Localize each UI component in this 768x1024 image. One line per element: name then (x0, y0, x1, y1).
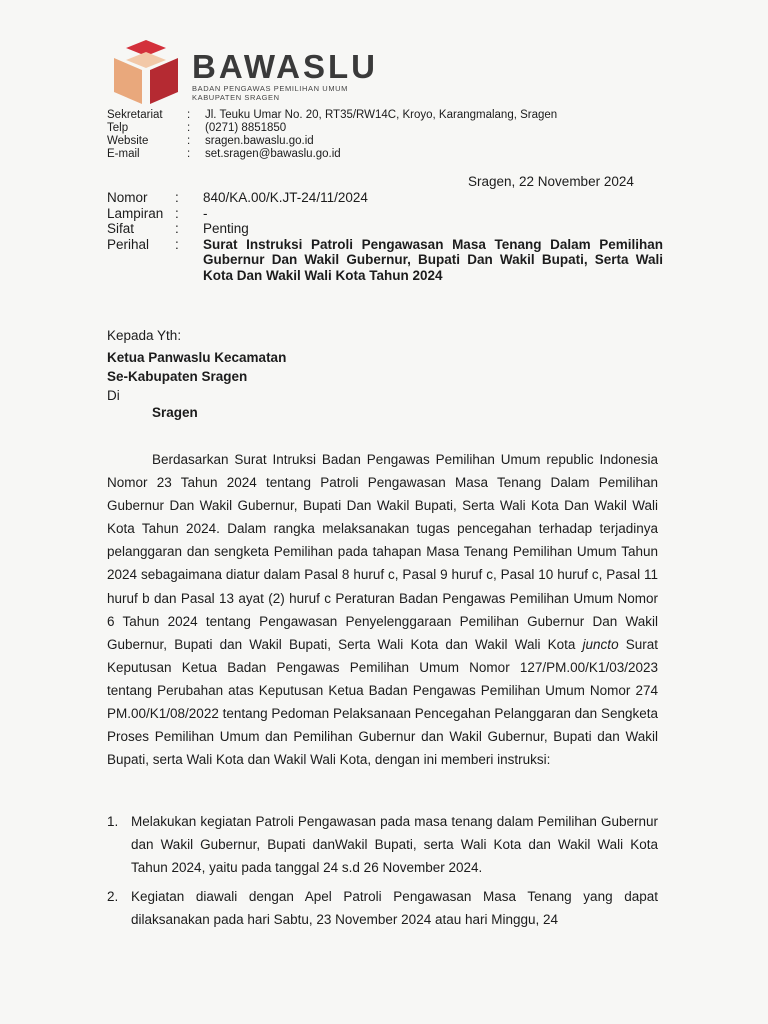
meta-colon: : (175, 190, 179, 205)
contact-row-address (107, 109, 557, 122)
recipient-block (107, 326, 286, 405)
body-paragraph (107, 448, 658, 771)
brand-name: BAWASLU (192, 48, 378, 85)
bawaslu-logo (112, 40, 180, 106)
contact-colon: : (187, 109, 191, 121)
recipient-greeting: Kepada Yth: (107, 328, 182, 343)
brand-block (192, 50, 378, 102)
meta-label: Nomor (107, 190, 148, 205)
meta-colon: : (175, 236, 179, 252)
logo-left-face (114, 58, 142, 104)
contact-row-website (107, 135, 557, 148)
body-text-part2: Surat Keputusan Ketua Badan Pengawas Pemilihan Umum Nomor 127/PM.00/K1/03/2023 tentang Perubahan atas Keputusan Ketua Badan Pengawas Pemilihan Umum Nomor 274 PM.00/K1/08/2022 tentang Pedoman Pelaksanaan Pencegahan Pelanggaran dan Sengketa Proses Pemilihan Umum dan Pemilihan Gubernur dan Wakil Gubernur, Bupati dan Wakil Bupati, serta Wali Kota dan Wakil Wali Kota, dengan ini memberi instruksi: (107, 636, 658, 768)
contact-label: Sekretariat (107, 109, 163, 121)
meta-colon: : (175, 221, 179, 236)
meta-row-nomor (107, 190, 663, 206)
recipient-city: Sragen (152, 405, 198, 420)
instruction-text: Melakukan kegiatan Patroli Pengawasan pada masa tenang dalam Pemilihan Gubernur dan Wakil Gubernur, Bupati danWakil Bupati, serta Wali Kota dan Wakil Wali Kota Tahun 2024, yaitu pada tanggal 24 s.d 26 November 2024. (131, 814, 658, 876)
contact-website: sragen.bawaslu.go.id (205, 135, 314, 147)
contact-row-phone (107, 122, 557, 135)
instruction-number: 2. (107, 889, 119, 904)
logo-inner-face (126, 52, 166, 68)
recipient-di: Di (107, 388, 120, 403)
letter-priority: Penting (203, 221, 249, 236)
contact-colon: : (187, 122, 191, 134)
recipient-area: Se-Kabupaten Sragen (107, 369, 248, 384)
meta-row-lampiran (107, 206, 663, 222)
contact-phone: (0271) 8851850 (205, 122, 287, 134)
contact-colon: : (187, 148, 191, 160)
instruction-number: 1. (107, 814, 119, 829)
body-text-part1: Berdasarkan Surat Intruksi Badan Pengawas Pemilihan Umum republic Indonesia Nomor 23 Tahun 2024 tentang Patroli Pengawasan Masa Tenang Dalam Pemilihan Gubernur Dan Wakil Gubernur, Bupati Dan Wakil Bupati, Serta Wali Kota Dan Wakil Wali Kota Tahun 2024. Dalam rangka melaksanakan tugas pencegahan terhadap terjadinya pelanggaran dan sengketa Pemilihan pada tahapan Masa Tenang Pemilihan Umum Tahun 2024 sebagaimana diatur dalam Pasal 8 huruf c, Pasal 9 huruf c, Pasal 10 huruf c, Pasal 11 huruf b dan Pasal 13 ayat (2) huruf c Peraturan Badan Pengawas Pemilihan Umum Nomor 6 Tahun 2024 tentang Pengawasan Penyelenggaraan Pemilihan Gubernur Dan Wakil Gubernur, Bupati dan Wakil Bupati, Serta Wali Kota dan Wakil Wali Kota (107, 452, 658, 652)
contact-colon: : (187, 135, 191, 147)
contact-row-email (107, 148, 557, 161)
meta-row-perihal (107, 237, 663, 284)
letter-meta (107, 190, 663, 283)
contact-label: Telp (107, 122, 129, 134)
recipient-title: Ketua Panwaslu Kecamatan (107, 350, 287, 365)
letter-date: Sragen, 22 November 2024 (468, 174, 634, 189)
meta-label: Perihal (107, 236, 150, 252)
body-text-juncto: juncto (582, 636, 619, 652)
contact-email: set.sragen@bawaslu.go.id (205, 148, 341, 160)
contact-block (107, 109, 557, 161)
instruction-item (107, 885, 658, 931)
logo-right-face (150, 58, 178, 104)
meta-colon: : (175, 205, 179, 221)
letter-attachment: - (203, 205, 208, 221)
meta-label: Sifat (107, 221, 135, 236)
instruction-text: Kegiatan diawali dengan Apel Patroli Pengawasan Masa Tenang yang dapat dilaksanakan pada hari Sabtu, 23 November 2024 atau hari Minggu, 24 (131, 889, 658, 928)
meta-row-sifat (107, 221, 663, 237)
meta-label: Lampiran (107, 205, 164, 221)
contact-address: Jl. Teuku Umar No. 20, RT35/RW14C, Kroyo, Karangmalang, Sragen (205, 109, 558, 121)
letter-subject: Surat Instruksi Patroli Pengawasan Masa Tenang Dalam Pemilihan Gubernur Dan Wakil Gubernur, Bupati Dan Wakil Bupati, Serta Wali Kota Dan Wakil Wali Kota Tahun 2024 (203, 236, 663, 283)
instruction-item (107, 810, 658, 879)
brand-subtitle: BADAN PENGAWAS PEMILIHAN UMUM (192, 84, 349, 93)
contact-label: Website (107, 135, 149, 147)
contact-label: E-mail (107, 148, 140, 160)
brand-subtitle-regency: KABUPATEN SRAGEN (192, 93, 280, 102)
letter-number: 840/KA.00/K.JT-24/11/2024 (203, 190, 368, 205)
